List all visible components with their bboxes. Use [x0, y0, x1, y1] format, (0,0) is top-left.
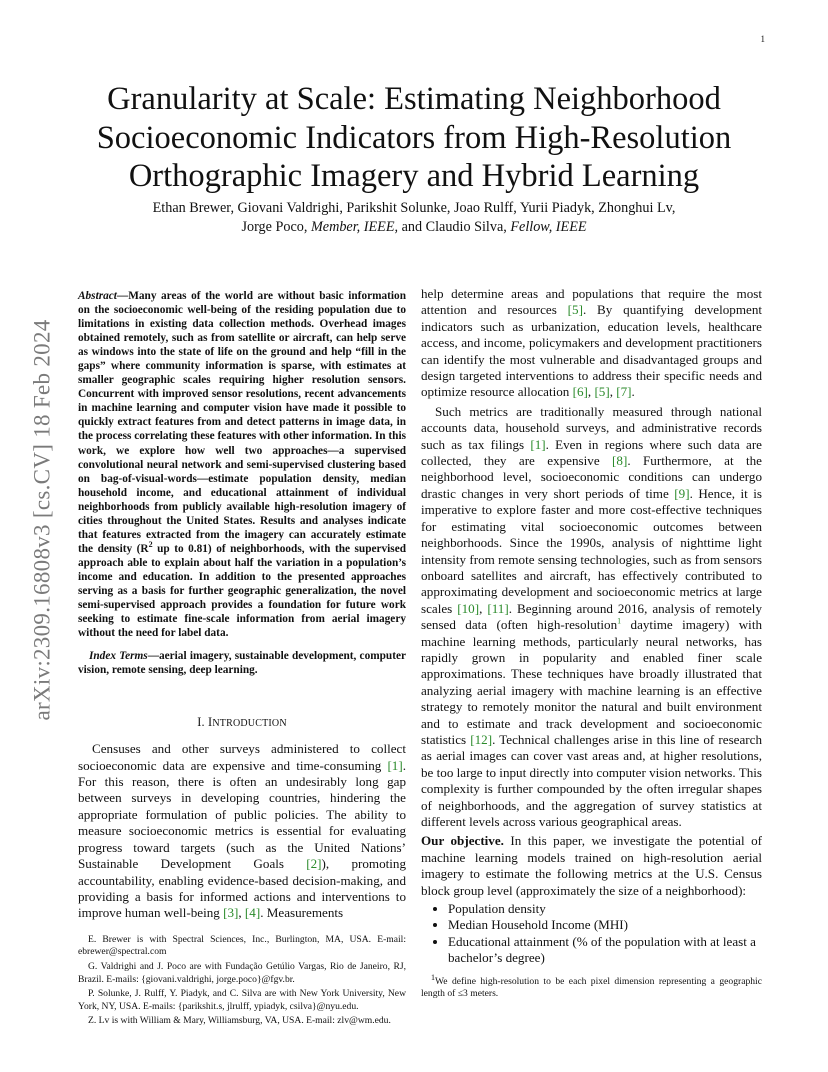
text-run: In this paper, we investigate the potential of machine learning models trained on high-resolution aerial imagery to estimate the following metrics at the U.S. Census block group level (approximately the size of a neighborhood): — [421, 833, 762, 898]
text-run: . For this reason, there is often an undesirably long gap between surveys in developing countries, hindering the appropriate formulation of public policies. The ability to measure socioeconomic metrics is essential for evaluating progress toward targets (such as the United Nations’ Sustainable Development Goals — [78, 757, 406, 872]
text-run: . By quantifying development indicators such as urbanization, education levels, healthcare access, and income, policymakers and development practitioners can identify the most vulnerable and disadvantaged groups and design targeted interventions to address their specific needs and optimize resource allocation — [421, 302, 763, 400]
text-run: Censuses and other surveys administered to collect socioeconomic data are expensive and time-consuming — [78, 741, 406, 773]
paper-title: Granularity at Scale: Estimating Neighborhood Socioeconomic Indicators from High-Resolution Orthographic Imagery and Hybrid Learning — [96, 81, 732, 194]
text-run: We define high-resolution to be each pixel dimension representing a geographic length of ≤3 meters. — [421, 975, 762, 1000]
text-run: , — [609, 384, 617, 400]
citation-link[interactable]: [7] — [616, 384, 632, 400]
citation-link[interactable]: [11] — [487, 600, 509, 616]
section-numeral: I. I — [197, 715, 213, 730]
abstract — [78, 289, 406, 640]
citation-link[interactable]: [1] — [530, 436, 546, 452]
author-line-1: Ethan Brewer, Giovani Valdrighi, Parikshit Solunke, Joao Rulff, Yurii Piadyk, Zhonghui Lv, — [152, 200, 676, 216]
left-column — [78, 289, 406, 1030]
right-column — [421, 286, 762, 1010]
page-number: 1 — [760, 34, 765, 44]
arxiv-stamp-container — [28, 284, 58, 756]
metrics-list — [421, 901, 762, 967]
right-paragraph-2 — [421, 404, 762, 831]
citation-link[interactable]: [1] — [387, 757, 403, 773]
text-run: Such metrics are traditionally measured through national accounts data, household surveys, and administrative records such as tax filings — [421, 403, 762, 452]
footnote-affiliation: E. Brewer is with Spectral Sciences, Inc., Burlington, MA, USA. E-mail: ebrewer@spectral.com — [78, 933, 406, 958]
text-run: . Beginning around 2016, analysis of remotely sensed data (often high-resolution — [421, 600, 762, 633]
text-run: . Measurements — [260, 905, 344, 921]
text-run: . Furthermore, at the neighborhood level, socioeconomic conditions can undergo drastic changes in very short periods of time — [421, 453, 762, 501]
citation-link[interactable]: [12] — [470, 731, 493, 747]
text-run: help determine areas and populations that require the most attention and resources — [421, 286, 762, 318]
section-name: NTRODUCTION — [212, 718, 287, 730]
citation-link[interactable]: [8] — [612, 453, 628, 469]
footnote-affiliation: Z. Lv is with William & Mary, Williamsburg, VA, USA. E-mail: zlv@wm.edu. — [88, 1015, 391, 1027]
arxiv-stamp: arXiv:2309.16808v3 [cs.CV] 18 Feb 2024 — [30, 319, 55, 721]
citation-link[interactable]: [6] — [572, 384, 588, 400]
citation-link[interactable]: [10] — [457, 600, 480, 616]
right-paragraph-1 — [421, 286, 762, 401]
citation-link[interactable]: [4] — [244, 905, 261, 921]
objective-paragraph — [421, 833, 762, 899]
text-run: daytime imagery) with machine learning methods, particularly neural networks, has rapidly grown in popularity and enabled finer scale approximations. These techniques have broadly illustrated that analyzing aerial imagery with machine learning is an effective strategy to remotely monitor the natural and built environment and to estimate and track development and socioeconomic statistics — [421, 617, 762, 747]
abstract-label: Abstract — [78, 290, 117, 302]
author-poco-title: Member, IEEE, — [310, 219, 399, 235]
text-run: . — [631, 384, 635, 400]
author-silva: and Claudio Silva, — [401, 219, 507, 235]
author-poco: Jorge Poco, — [241, 219, 308, 235]
objective-lead: Our objective. — [421, 833, 504, 849]
footnote-high-resolution — [421, 972, 762, 1001]
author-line-2 — [70, 218, 758, 237]
footnote-mark: 1 — [431, 972, 435, 982]
citation-link[interactable]: [3] — [223, 905, 239, 921]
author-list — [70, 199, 758, 237]
author-silva-title: Fellow, IEEE — [510, 219, 587, 235]
list-item: • Educational attainment (% of the population with at least a bachelor’s degree) — [448, 934, 762, 967]
text-run: , — [238, 905, 245, 921]
list-item: • Population density — [448, 901, 762, 917]
citation-link[interactable]: [2] — [306, 856, 322, 872]
footnote-link[interactable]: 1 — [617, 616, 622, 626]
section-heading-introduction — [78, 715, 406, 730]
abstract-text: —Many areas of the world are without basic information on the socioeconomic well-being of the residing population due to limitations in existing data collection methods. Overhead images obtained remotely, such as from satellite or aircraft, can help serve as windows into the state of life on the ground and help “fill in the gaps” where community information is sparse, with estimates at smaller geographic scales requiring higher resolution sensors. Concurrent with improved sensor resolutions, recent advancements in machine learning and computer vision have made it possible to quickly extract features from and detect patterns in image data, in the process correlating these features with other information. In this work, we explore how well two approaches—a supervised convolutional neural network and semi-supervised clustering based on bag-of-visual-words—estimate population density, median household income, and educational attainment of individual neighborhoods from publicly available high-resolution imagery of cities throughout the United States. Results and analyses indicate that features extracted from the imagery can accurately estimate the density (R — [78, 290, 406, 555]
citation-link[interactable]: [9] — [674, 485, 690, 501]
text-run: , — [587, 384, 595, 400]
index-terms-text: —aerial imagery, sustainable development, computer vision, remote sensing, deep learning. — [78, 650, 406, 677]
footnote-affiliation: G. Valdrighi and J. Poco are with Fundação Getúlio Vargas, Rio de Janeiro, RJ, Brazil. E-mails: {giovani.valdrighi, jorge.poco}@fgv.br. — [78, 960, 406, 985]
footnote-affiliation: P. Solunke, J. Rulff, Y. Piadyk, and C. Silva are with New York University, New York, NY, USA. E-mails: {parikshit.s, jlrulff, ypiadyk, csilva}@nyu.edu. — [78, 988, 406, 1012]
citation-link[interactable]: [5] — [594, 384, 610, 400]
index-terms — [78, 649, 406, 677]
list-item: • Median Household Income (MHI) — [448, 917, 762, 933]
affiliation-footnotes — [78, 934, 406, 1028]
text-run: . Hence, it is imperative to explore faster and more cost-effective techniques for estimating vital socioeconomic outcomes between neighborhoods. Since the 1990s, analysis of nighttime light intensity from remote sensing technologies, such as from sensors onboard satellites and aircraft, has effectively contributed to approximating development and socioeconomic metrics at large scales — [421, 485, 762, 616]
abstract-sup: 2 — [148, 540, 153, 550]
text-run: , — [479, 600, 488, 616]
text-run: . Even in regions where such data are collected, they are expensive — [421, 436, 762, 469]
abstract-text-2: up to 0.81) of neighborhoods, with the supervised approach able to explain about half the variation in a population’s income and education. In addition to the presented approaches serving as a basis for further geographic generalization, the novel semi-supervised approach provides a foundation for future work seeking to estimate fine-scale information from aerial imagery without the need for label data. — [78, 542, 407, 640]
intro-paragraph-1 — [78, 741, 406, 921]
text-run: ), promoting accountability, enabling evidence-based decision-making, and providing a basis for informed actions and interventions to improve human well-being — [78, 856, 407, 921]
citation-link[interactable]: [5] — [567, 302, 583, 318]
index-terms-label: Index Terms — [89, 650, 148, 663]
text-run: . Technical challenges arise in this line of research as aerial images can cover vast areas and, at higher resolutions, be too large to input directly into computer vision networks. This complexity is further compounded by the often irregular shapes of neighborhoods, and the aggregation of survey statistics at different levels across various geographical areas. — [421, 731, 763, 829]
